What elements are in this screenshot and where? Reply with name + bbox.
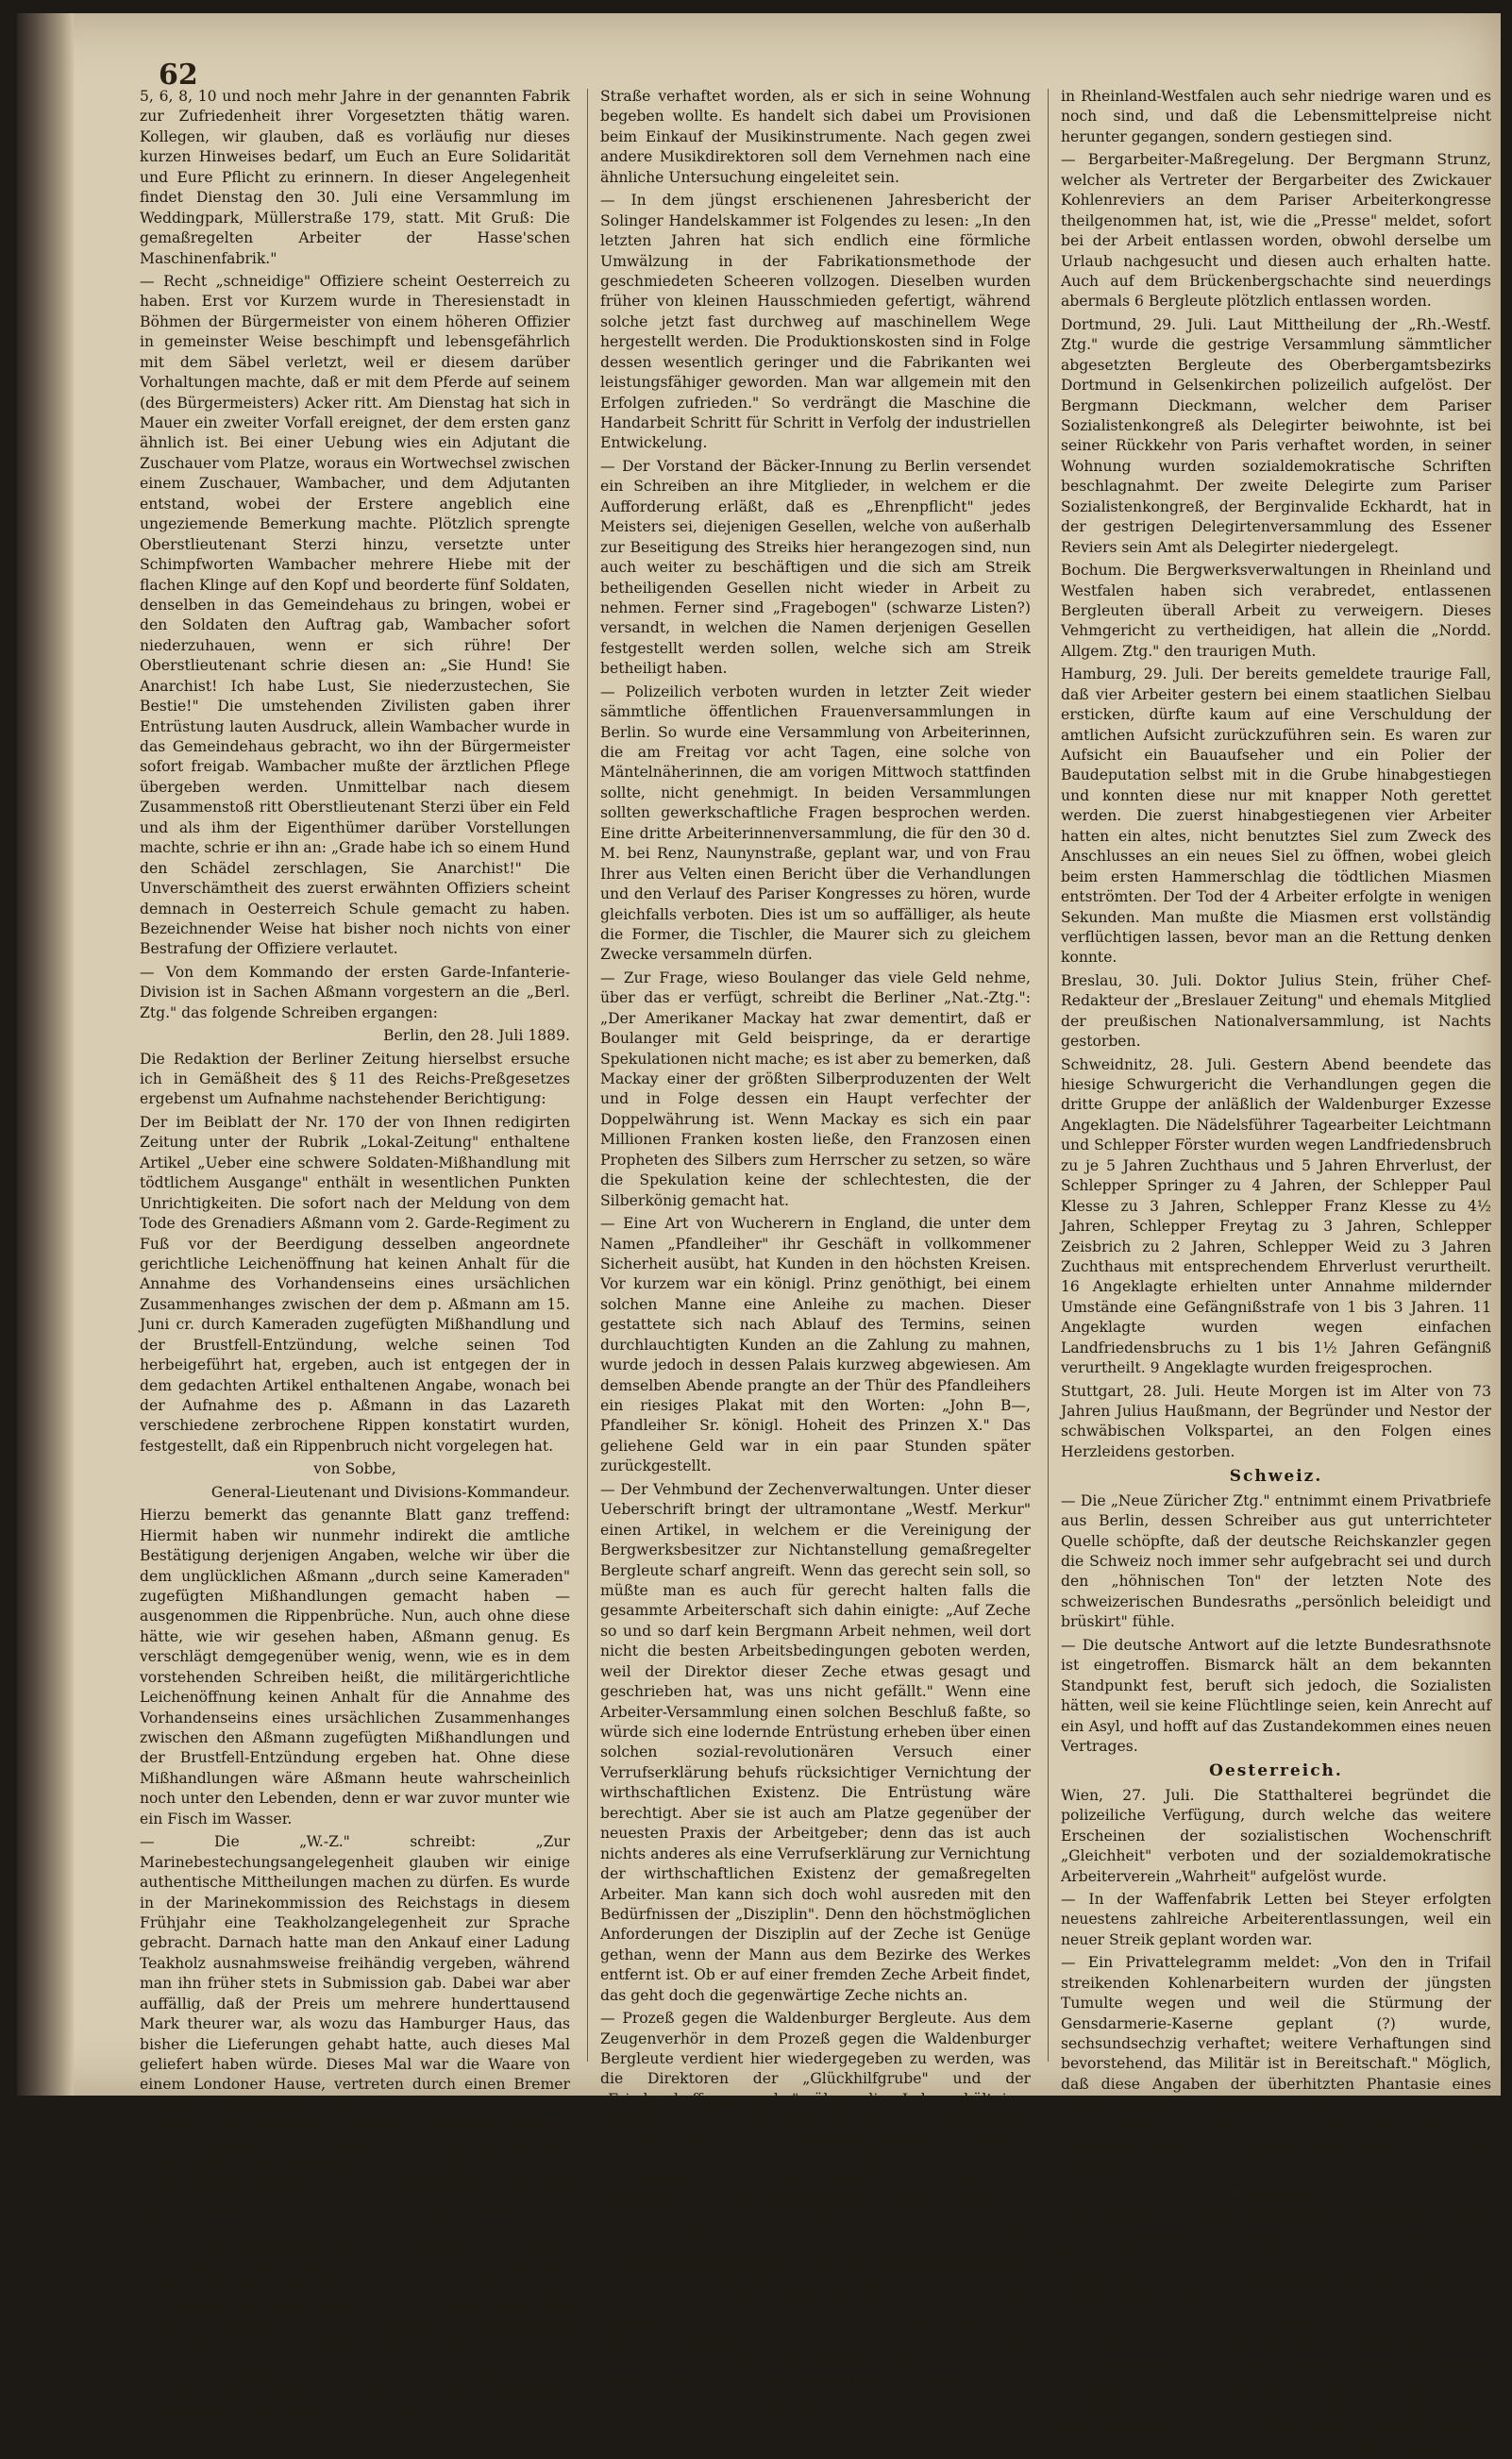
article-paragraph: Dortmund, 29. Juli. Laut Mittheilung der „Rh.-Westf. Ztg." wurde die gestrige Versammlung sämmtlicher abgesetzten Bergleute des Oberbergamtsbezirks Dortmund in Gelsenkirchen polizeilich aufgelöst. Der Bergmann Dieckmann, welcher dem Pariser Sozialistenkongreß als Delegirter beiwohnte, ist bei seiner Rückkehr von Paris verhaftet worden, in seiner Wohnung wurden sozialdemokratische Schriften beschlagnahmt. Der zweite Delegirte zum Pariser Sozialistenkongreß, der Berginvalide Eckhardt, hat in der gestrigen Delegirtenversammlung des Essener Reviers sein Amt als Delegirter niedergelegt.	[1061, 315, 1491, 556]
article-paragraph: — Die „W.-Z." schreibt: „Zur Marinebestechungsangelegenheit glauben wir einige authentische Mittheilungen machen zu dürfen. Es wurde in der Marinekommission des Reichstags in diesem Frühjahr eine Teakholzangelegenheit zur Sprache gebracht. Darnach hatte man den Ankauf einer Ladung Teakholz ausnahmsweise freihändig vergeben, während man ihn früher stets in Submission gab. Dabei war aber auffällig, daß der Preis um mehrere hunderttausend Mark theurer war, als wozu das Hamburger Haus, das bisher die Lieferungen gehabt hatte, auch dieses Mal geliefert haben würde. Dieses Mal war die Waare von einem Londoner Hause, vertreten durch einen Bremer Agenten (Warnebold) geliefert. Die Waare soll zwar gut gewesen sein, allein der kolossale freihändig bezahlte Preis veranlaßte den bisherigen Lieferanten auf der Werft selbst zu den lautesten Vorwürfen, die man nur mit Mühe gestillt wurden. Als die Untersuchung eingeleitet war, wurden die Bücher des Bremer Agenten mit Beschlag belegt. Letzterer hält sich seitdem im Auslande auf. Ob die Verhaftung eines Großhändlers in Minden, von welchem die Marine viel Proviant zu beziehen pflegte, mit dieser Teakholzgeschichte zusammenhängt, ist uns nicht bekannt. Ebenso ist uns nichts weiter von einem Kieler Korrespondenten gemeldeten Verschwinden einer Ladung Teakholz bekannt."	[140, 1833, 570, 2357]
article-paragraph: Bochum. Die Bergwerksverwaltungen in Rheinland und Westfalen haben sich verabredet, entlassenen Bergleuten überall Arbeit zu verweigern. Dieses Vehmgericht zu vertheidigen, hat allein die „Nordd. Allgem. Ztg." den traurigen Muth.	[1061, 562, 1491, 660]
article-paragraph: Stuttgart, 28. Juli. Heute Morgen ist im Alter von 73 Jahren Julius Haußmann, der Begründer und Nestor der schwäbischen Volkspartei, an den Folgen eines Herzleidens gestorben.	[1061, 1382, 1491, 1460]
article-paragraph: — Die deutsche Antwort auf die letzte Bundesrathsnote ist eingetroffen. Bismarck hält an dem bekannten Standpunkt fest, beruft sich jedoch, die Sozialisten hätten, weil sie keine Flüchtlinge seien, kein Anrecht auf ein Asyl, und hofft auf das Zustandekommen eines neuen Vertrages.	[1061, 1636, 1491, 1755]
article-paragraph: Der im Beiblatt der Nr. 170 der von Ihnen redigirten Zeitung unter der Rubrik „Lokal-Zeitung" enthaltene Artikel „Ueber eine schwere Soldaten-Mißhandlung mit tödtlichem Ausgange" enthält in wesentlichen Punkten Unrichtigkeiten. Die sofort nach der Meldung von dem Tode des Grenadiers Aßmann vom 2. Garde-Regiment zu Fuß vor der Beerdigung desselben angeordnete gerichtliche Leichenöffnung hat keinen Anhalt für die Annahme des Vorhandenseins eines ursächlichen Zusammenhanges zwischen der dem p. Aßmann am 15. Juni cr. durch Kameraden zugefügten Mißhandlung und der Brustfell-Entzündung, welche seinen Tod herbeigeführt hat, ergeben, auch ist entgegen der in dem gedachten Artikel enthaltenen Angabe, wonach bei der Aufnahme des p. Aßmann in das Lazareth verschiedene zerbrochene Rippen konstatirt wurden, festgestellt, daß ein Rippenbruch nicht vorgelegen hat.	[140, 1113, 570, 1455]
article-paragraph: Hamburg, 29. Juli. Der bereits gemeldete traurige Fall, daß vier Arbeiter gestern bei einem staatlichen Sielbau ersticken, dürfte kaum auf eine Verschuldung der amtlichen Aufsicht zurückzuführen sein. Es waren zur Aufsicht ein Bauaufseher und ein Polier der Baudeputation selbst mit in die Grube hinabgestiegen und konnten diese nur mit knapper Noth gerettet werden. Die zuerst hinabgestiegenen vier Arbeiter hatten ein altes, nicht benutztes Siel zum Zweck des Anschlusses an ein neues Siel zu öffnen, wobei gleich beim ersten Hammerschlag die tödtlichen Miasmen entströmten. Der Tod der 4 Arbeiter erfolgte in wenigen Sekunden. Man mußte die Miasmen erst vollständig verflüchtigen lassen, bevor man an die Rettung denken konnte.	[1061, 665, 1491, 967]
article-paragraph: — Eine Art von Wucherern in England, die unter dem Namen „Pfandleiher" ihr Geschäft in vollkommener Sicherheit ausübt, hat Kunden in den höchsten Kreisen. Vor kurzem war ein königl. Prinz genöthigt, bei einem solchen Manne eine Anleihe zu machen. Dieser gestattete sich nach Ablauf des Termins, seinen durchlauchtigten Kunden an die Zahlung zu mahnen, wurde jedoch in dessen Palais kurzweg abgewiesen. Am demselben Abende prangte an der Thür des Pfandleihers ein riesiges Plakat mit den Worten: „John B—, Pfandleiher Sr. königl. Hoheit des Prinzen X." Das geliehene Geld war in ein paar Stunden später zurückgestellt.	[600, 1215, 1031, 1475]
article-paragraph: — Von dem Kommando der ersten Garde-Infanterie-Division ist in Sachen Aßmann vorgestern an die „Berl. Ztg." das folgende Schreiben ergangen:	[140, 963, 570, 1021]
article-paragraph: — In dem jüngst erschienenen Jahresbericht der Solinger Handelskammer ist Folgendes zu lesen: „In den letzten Jahren hat sich endlich eine förmliche Umwälzung in der Fabrikationsmethode der geschmiedeten Scheeren vollzogen. Dieselben wurden früher von kleinen Hausschmieden gefertigt, während solche jetzt fast durchweg auf maschinellem Wege hergestellt werden. Die Produktionskosten sind in Folge dessen wesentlich geringer und die Fabrikanten wei leistungsfähiger geworden. Man war allgemein mit den Erfolgen zufrieden." So verdrängt die Maschine die Handarbeit Schritt für Schritt in Verfolg der industriellen Entwickelung.	[600, 192, 1031, 452]
article-paragraph: Straße verhaftet worden, als er sich in seine Wohnung begeben wollte. Es handelt sich dabei um Provisionen beim Einkauf der Musikinstrumente. Nach gegen zwei andere Musikdirektoren soll dem Vernehmen nach eine ähnliche Untersuchung eingeleitet sein.	[600, 88, 1031, 186]
column-middle	[600, 87, 1031, 2412]
section-heading-schweiz: Schweiz.	[1229, 1467, 1323, 1487]
signature-name: von Sobbe,	[313, 1460, 396, 1478]
section-heading-serbien: Serbien.	[1231, 2313, 1321, 2333]
article-paragraph: in Rheinland-Westfalen auch sehr niedrige waren und es noch sind, und daß die Lebensmittelpreise nicht herunter gegangen, sondern gestiegen sind.	[1061, 88, 1491, 145]
dateline: Berlin, den 28. Juli 1889.	[383, 1027, 570, 1045]
column-left	[140, 87, 570, 2420]
article-paragraph: — Bergarbeiter-Maßregelung. Der Bergmann Strunz, welcher als Vertreter der Bergarbeiter des Zwickauer Kohlenreviers an dem Pariser Arbeiterkongresse theilgenommen hat, ist, wie die „Presse" meldet, sofort bei der Arbeit entlassen worden, obwohl derselbe um Urlaub nachgesucht und diesen auch erhalten hatte. Auch auf dem Brückenbergschachte sind neuerdings abermals 6 Bergleute plötzlich entlassen worden.	[1061, 151, 1491, 311]
article-paragraph: — Ein Privattelegramm meldet: „Von den in Trifail streikenden Kohlenarbeitern wurden der jüngsten Tumulte wegen und weil die Stürmung der Gensdarmerie-Kaserne geplant (?) wurde, sechsundsechzig verhaftet; weitere Verhaftungen sind bevorstehend, das Militär ist in Bereitschaft." Möglich, daß diese Angaben der überhitzten Phantasie eines Privattelegraphen entsprungen sind.	[1061, 1954, 1491, 2114]
article-paragraph: — Der Vorstand der Bäcker-Innung zu Berlin versendet ein Schreiben an ihre Mitglieder, in welchem er die Aufforderung erläßt, daß es „Ehrenpflicht" jedes Meisters sei, diejenigen Gesellen, welche von außerhalb zur Beseitigung des Streiks hier herangezogen sind, nun auch weiter zu beschäftigen und die sich am Streik betheiligenden Gesellen nicht wieder in Arbeit zu nehmen. Ferner sind „Fragebogen" (schwarze Listen?) versandt, in welchen die Namen derjenigen Gesellen festgestellt werden sollen, welche sich am Streik betheiligt haben.	[600, 457, 1031, 678]
article-paragraph: — In Hrastnigg wurden die Wirthe aufgefordert, den Arbeitern nichts zu borgen. Das wird uns nicht mitgetheilt.	[1061, 2118, 1491, 2177]
article-paragraph: — Polizeilich verboten wurden in letzter Zeit wieder sämmtliche öffentlichen Frauenversammlungen in Berlin. So wurde eine Versammlung von Arbeiterinnen, die am Freitag vor acht Tagen, eine solche von Mäntelnäherinnen, die am vorigen Mittwoch stattfinden sollte, nicht genehmigt. In beiden Versammlungen sollten gewerkschaftliche Fragen besprochen werden. Eine dritte Arbeiterinnenversammlung, die für den 30 d. M. bei Renz, Naunynstraße, geplant war, und von Frau Ihrer aus Velten einen Bericht über die Verhandlungen und den Verlauf des Pariser Kongresses zu hören, wurde gleichfalls verboten. Dies ist um so auffälliger, als heute die Former, die Tischler, die Maurer sich zu gleichem Zwecke versammeln dürfen.	[600, 682, 1031, 964]
article-paragraph: — Die „Neue Freie Presse" veröffentlicht ein Rundschreiben des Metropoliten Michael, wonach derselbe die Amtsführung seines Vorgängers als ungesetzlich betrachtet und die Beschlüsse der Bischofssynode die Gültigkeit aller Entscheidungen, welche der Metropolit Theodosius getroffen, prüfen	[1061, 2338, 1491, 2457]
article-paragraph: Schweidnitz, 28. Juli. Gestern Abend beendete das hiesige Schwurgericht die Verhandlungen gegen die dritte Gruppe der anläßlich der Waldenburger Exzesse Angeklagten. Die Nädelsführer Tagearbeiter Leichtmann und Schlepper Förster wurden wegen Landfriedensbruch zu je 5 Jahren Zuchthaus und 5 Jahren Ehrverlust, der Schlepper Springer zu 4 Jahren, der Schlepper Paul Klesse zu 3 Jahren, Schlepper Franz Klesse zu 4½ Jahren, Schlepper Freytag zu 3 Jahren, Schlepper Zeisbrich zu 2 Jahren, Schlepper Weid zu 3 Jahren Zuchthaus mit entsprechendem Ehrverlust verurtheilt. 16 Angeklagte erhielten unter Annahme mildernder Umstände eine Gefängnißstrafe von 1 bis 3 Jahren. 11 Angeklagte wurden wegen einfachen Landfriedensbruchs zu 1 bis 1½ Jahren Gefängniß verurtheilt. 9 Angeklagte wurden freigesprochen.	[1061, 1055, 1491, 1377]
article-paragraph: Hierzu bemerkt das genannte Blatt ganz treffend: Hiermit haben wir nunmehr indirekt die amtliche Bestätigung derjenigen Angaben, welche wir über die dem unglücklichen Aßmann „durch seine Kameraden" zugefügten Mißhandlungen gemacht haben — ausgenommen die Rippenbrüche. Nun, auch ohne diese hätte, wie wir gesehen haben, Aßmann genug. Es verschlägt demgegenüber wenig, wenn, wie es in dem vorstehenden Schreiben heißt, die militärgerichtliche Leichenöffnung keinen Anhalt für die Annahme des Vorhandenseins eines ursächlichen Zusammenhanges zwischen den Aßmann zugefügten Mißhandlungen und der Brustfell-Entzündung ergeben hat. Ohne diese Mißhandlungen wäre Aßmann heute wahrscheinlich noch unter den Lebenden, denn er war zuvor munter wie ein Fisch im Wasser.	[140, 1507, 570, 1827]
page-number: 62	[159, 59, 198, 92]
section-heading-russland: Rußland.	[1227, 2183, 1325, 2203]
article-paragraph: 5, 6, 8, 10 und noch mehr Jahre in der genannten Fabrik zur Zufriedenheit ihrer Vorgesetzten thätig waren. Kollegen, wir glauben, daß es vorläufig nur dieses kurzen Hinweises bedarf, um Euch an Eure Solidarität und Eure Pflicht zu erinnern. In dieser Angelegenheit findet Dienstag den 30. Juli eine Versammlung im Weddingpark, Müllerstraße 179, statt. Mit Gruß: Die gemaßregelten Arbeiter der Hasse'schen Maschinenfabrik."	[140, 88, 570, 267]
article-paragraph: Die Redaktion der Berliner Zeitung hierselbst ersuche ich in Gemäßheit des § 11 des Reichs-Preßgesetzes ergebenst um Aufnahme nachstehender Berichtigung:	[140, 1050, 570, 1108]
article-paragraph: — Die „Neue Züricher Ztg." entnimmt einem Privatbriefe aus Berlin, dessen Schreiber aus gut unterrichteter Quelle schöpfte, daß der deutsche Reichskanzler gegen die Schweiz noch immer sehr aufgebracht sei und durch den „höhnischen Ton" der letzten Note des schweizerischen Bundesraths „persönlich beleidigt und brüskirt" fühle.	[1061, 1491, 1491, 1631]
article-paragraph: Petersburg. Das Gesetz, wodurch für Privatlehranstalten in den baltischen Provinzen die russische Sprache als Unterrichtssprache eingeführt wird, ist nunmehr veröffentlicht. Der Religionsunterricht wird durch das Gesetz nicht berührt.	[1061, 2208, 1491, 2307]
article-paragraph: — Recht „schneidige" Offiziere scheint Oesterreich zu haben. Erst vor Kurzem wurde in Theresienstadt in Böhmen der Bürgermeister von einem höheren Offizier in gemeinster Weise beschimpft und lebensgefährlich mit dem Säbel verletzt, weil er diesem darüber Vorhaltungen machte, daß er mit dem Pferde auf seinem (des Bürgermeisters) Acker ritt. Am Dienstag hat sich in Mauer ein zweiter Vorfall ereignet, der dem ersten ganz ähnlich ist. Bei einer Uebung wies ein Adjutant die Zuschauer vom Platze, woraus ein Wortwechsel zwischen einem Zuschauer, Wambacher, und dem Adjutanten entstand, wobei der Erstere angeblich eine ungeziemende Bemerkung machte. Plötzlich sprengte Oberstlieutenant Sterzi hinzu, versetzte unter Schimpfworten Wambacher mehrere Hiebe mit der flachen Klinge auf den Kopf und beorderte fünf Soldaten, denselben in das Gemeindehaus zu bringen, wobei er den Soldaten den Auftrag gab, Wambacher sofort niederzuhauen, wenn er sich rühre! Der Oberstlieutenant schrie diesen an: „Sie Hund! Sie Anarchist! Ich habe Lust, Sie niederzustechen, Sie Bestie!" Die umstehenden Zivilisten gaben ihrer Entrüstung lauten Ausdruck, allein Wambacher wurde in das Gemeindehaus gebracht, wo ihn der Bürgermeister sofort freigab. Wambacher mußte der ärztlichen Pflege übergeben werden. Unmittelbar nach diesem Zusammenstoß ritt Oberstlieutenant Sterzi über ein Feld und als ihm der Eigenthümer darüber Vorstellungen machte, schrie er ihn an: „Grade habe ich so einem Hund den Schädel zerschlagen, Sie Anarchist!" Die Unverschämtheit des zuerst erwähnten Offiziers scheint demnach in Oesterreich Schule gemacht zu haben. Bezeichnender Weise hat bisher noch nichts von einer Bestrafung der Offiziere verlautet.	[140, 272, 570, 958]
newspaper-page	[17, 13, 1501, 2457]
article-paragraph: — Zur Frage, wieso Boulanger das viele Geld nehme, über das er verfügt, schreibt die Berliner „Nat.-Ztg.": „Der Amerikaner Mackay hat zwar dementirt, daß er Boulanger mit Geld beispringe, da er derartige Spekulationen nicht mache; es ist aber zu bemerken, daß Mackay einer der größten Silberproduzenten der Welt und in Folge dessen ein Haupt verfechter der Doppelwährung ist. Wenn Mackay es sich ein paar Millionen Franken kosten ließe, den Franzosen einen Propheten des Silbers zum Herrscher zu setzen, so wäre die Spekulation keine der schlechtesten, die der Silberkönig gemacht hat.	[600, 968, 1031, 1209]
article-paragraph: Breslau, 30. Juli. Doktor Julius Stein, früher Chef-Redakteur der „Breslauer Zeitung" und ehemals Mitglied der preußischen Nationalversammlung, ist Nachts gestorben.	[1061, 971, 1491, 1051]
column-rule	[1048, 89, 1049, 2062]
section-heading-oesterreich: Oesterreich.	[1209, 1761, 1343, 1781]
article-paragraph: — In der Waffenfabrik Letten bei Steyer erfolgten neuestens zahlreiche Arbeiterentlassungen, weil ein neuer Streik geplant worden war.	[1061, 1890, 1491, 1948]
signature-title: General-Lieutenant und Divisions-Kommandeur.	[210, 1483, 570, 1501]
article-paragraph: — Der Vehmbund der Zechenverwaltungen. Unter dieser Ueberschrift bringt der ultramontane „Westf. Merkur" einen Artikel, in welchem er die Vereinigung der Bergwerksbesitzer zur Nichtanstellung gemaßregelter Bergleute scharf angreift. Wenn das gerecht sein soll, so müßte man es auch für gerecht halten falls die gesammte Arbeiterschaft sich dahin einigte: „Auf Zeche so und so darf kein Bergmann Arbeit nehmen, weil dort nicht die besten Arbeitsbedingungen geboten werden, weil der Direktor dieser Zeche etwas gesagt und geschrieben hat, was uns nicht gefällt." Wenn eine Arbeiter-Versammlung einen solchen Beschluß faßte, so würde sich eine lodernde Entrüstung erheben über einen solchen sozial-revolutionären Versuch einer Verrufserklärung behufs rücksichtiger Vernichtung der wirthschaftlichen Existenz. Die Entrüstung wäre berechtigt. Aber sie ist auch am Platze gegenüber der neuesten Praxis der Arbeitgeber; denn das ist auch nichts anderes als eine Verrufserklärung zur Vernichtung der wirthschaftlichen Existenz der gemaßregelten Arbeiter. Man kann sich doch wohl ausreden mit den Bedürfnissen der „Disziplin". Denn den höchstmöglichen Anforderungen der Disziplin auf der Zeche ist Genüge gethan, wenn der Mann aus dem Bezirke des Werkes entfernt ist. Ob er auf einer fremden Zeche Arbeit findet, das geht doch die gegenwärtige Zeche nichts an.	[600, 1480, 1031, 2004]
column-right	[1061, 87, 1491, 2457]
column-rule	[587, 89, 588, 2062]
book-binding	[17, 13, 74, 2096]
article-paragraph: — Prozeß gegen die Waldenburger Bergleute. Aus dem Zeugenverhör in dem Prozeß gegen die Waldenburger Bergleute verdient hier wiedergegeben zu werden, was die Direktoren der „Glückhilfgrube" und der „Friedenshoffnungsgrube" über die Lohnverhältnisse anführen. Danach betrugen auf der „Glückhilfsgrube", die mit dem Heydt-, Viktoria-, Wrangel-, Hedwig-, Glückauf- und Erbstollenschacht eine Gesammtbelegschaft von 3800 Mann zählt, die Häuerlöhne für die zehnstündige Schicht „schon seit vielen Jahren" 2,40 Mk., die Schlepperlöhne durchschnittlich 1,90 Mk. Bei der „Friedenshoffnungsgrube", die mit Schwesterschächten und dem Guibalschacht 1800 Mann Belegschaft hat, erhielten Ende März 1888 die Häuer 2,28 Mk., die Schlepper 1,64 Mk., Ende März 1889 die Häuer 2,49 Mk., die Schlepper 1,82 Mk., es hat somit im letzten Jahre allerdings eine Lohnaufbesserung von 9—11 pCt. stattgefunden, aber man muß in Betracht ziehen, daß die Löhne im Vergleich zu denen	[600, 2010, 1031, 2412]
article-paragraph: Wien, 27. Juli. Die Statthalterei begründet die polizeiliche Verfügung, durch welche das weitere Erscheinen der sozialistischen Wochenschrift „Gleichheit" verboten und der sozialdemokratische Arbeiterverein „Wahrheit" aufgelöst wurde.	[1061, 1786, 1491, 1885]
article-paragraph: — Bestechungsgeschichten im deutschen Heere. Aus Dresden wird gemeldet, dort sei ein königlicher Musikdirektor am Mittwoch auf offener	[140, 2362, 570, 2420]
